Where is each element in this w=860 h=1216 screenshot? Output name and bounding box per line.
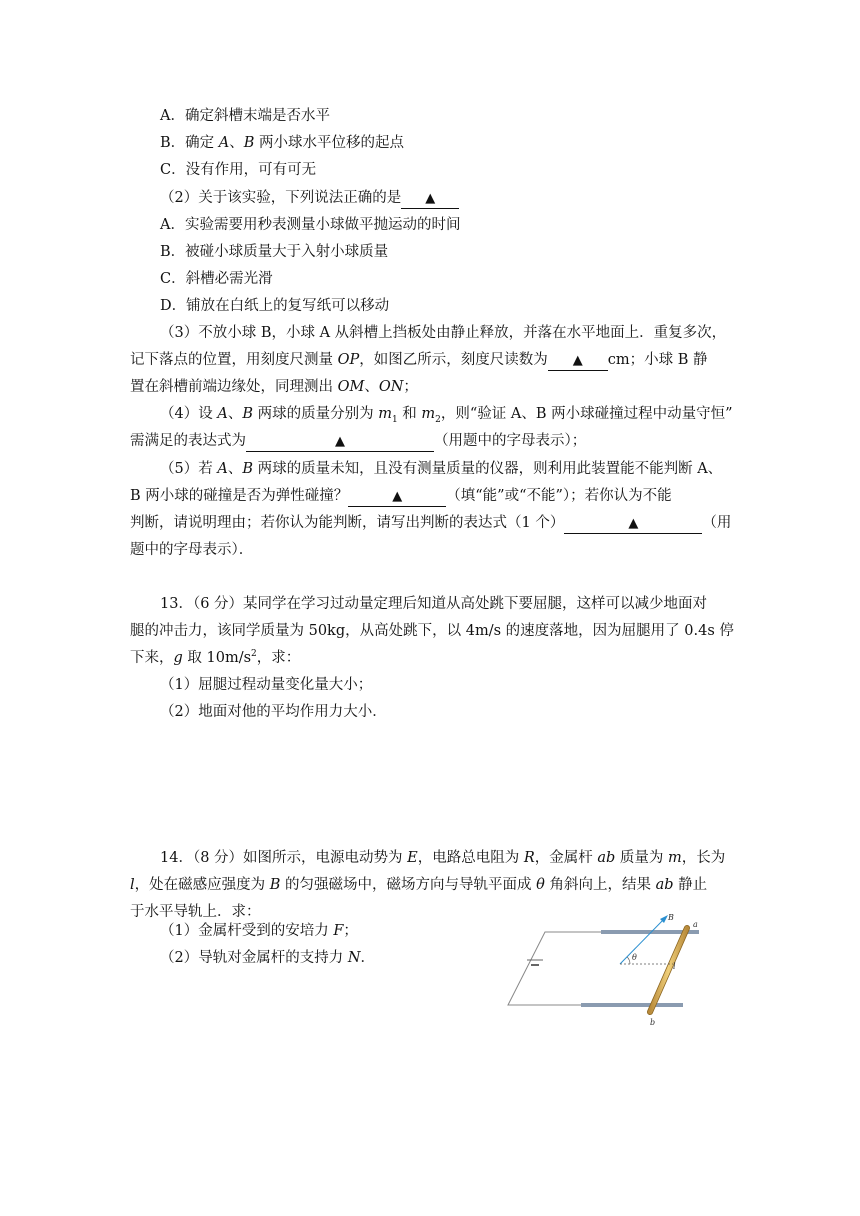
label-theta: θ	[632, 953, 637, 962]
q12-part3-line3: 置在斜槽前端边缘处，同理测出 OM、ON；	[130, 379, 418, 395]
field-arrow-line	[620, 917, 666, 964]
answer-blank: ▲	[246, 432, 434, 452]
q12-part5-line4: 题中的字母表示）．	[130, 542, 254, 558]
q14-stem-line3: 于水平导轨上．求：	[130, 904, 261, 920]
label-a: a	[693, 920, 698, 929]
circuit-rail-diagram	[505, 908, 715, 1030]
q13-sub1: （1）屈腿过程动量变化量大小；	[160, 677, 373, 693]
answer-blank: ▲	[564, 514, 702, 534]
q14-stem-line1: 14．（8 分）如图所示，电源电动势为 E，电路总电阻为 R，金属杆 ab 质量为 m，长为	[160, 850, 726, 866]
q13-stem-line3: 下来，g 取 $10m/s^2$，求：	[130, 649, 301, 666]
q13-stem-line1: 13．（6 分）某同学在学习过动量定理后知道从高处跳下要屈腿，这样可以减少地面对	[160, 596, 708, 612]
circuit-wire	[508, 932, 601, 1005]
q12-part2-option-a: A．实验需要用秒表测量小球做平抛运动的时间	[160, 217, 461, 233]
q12-part5-line1: （5）若 A、B 两球的质量未知，且没有测量质量的仪器，则利用此装置能不能判断 A、	[160, 461, 723, 477]
q14-stem-line2: l，处在磁感应强度为 B 的匀强磁场中，磁场方向与导轨平面成 θ 角斜向上，结果 ab 静止	[130, 877, 708, 893]
q12-option-a: A．确定斜槽末端是否水平	[160, 108, 330, 124]
q12-option-b: B．确定 A、B 两小球水平位移的起点	[160, 135, 405, 151]
answer-blank: ▲	[401, 189, 459, 209]
angle-arc	[627, 957, 630, 964]
q12-part2-option-d: D．铺放在白纸上的复写纸可以移动	[160, 298, 390, 314]
q12-part5-line3: 判断，请说明理由；若你认为能判断，请写出判断的表达式（1 个） ▲ （用	[130, 513, 731, 534]
q14-sub1: （1）金属杆受到的安培力 F；	[160, 923, 358, 939]
q12-option-c: C．没有作用，可有可无	[160, 162, 317, 178]
q14-sub2: （2）导轨对金属杆的支持力 N．	[160, 950, 376, 966]
q12-part5-line2: B 两小球的碰撞是否为弹性碰撞？ ▲ （填“能”或“不能”）；若你认为不能	[130, 486, 672, 507]
q12-part3-line2: 记下落点的位置，用刻度尺测量 OP，如图乙所示，刻度尺读数为 ▲ cm；小球 B 静	[130, 350, 708, 371]
q12-part2-stem: （2）关于该实验，下列说法正确的是 ▲	[160, 188, 459, 209]
metal-rod	[650, 928, 687, 1012]
label-b: b	[650, 1018, 656, 1027]
q12-part3-line1: （3）不放小球 B，小球 A 从斜槽上挡板处由静止释放，并落在水平地面上．重复多次，	[160, 325, 727, 341]
q13-sub2: （2）地面对他的平均作用力大小．	[160, 704, 387, 720]
q13-stem-line2: 腿的冲击力，该同学质量为 50kg，从高处跳下，以 4m/s 的速度落地，因为屈腿用了 0.4s 停	[130, 623, 734, 639]
answer-blank: ▲	[548, 351, 608, 371]
q12-part2-option-c: C．斜槽必需光滑	[160, 271, 273, 287]
answer-blank: ▲	[348, 487, 446, 507]
q12-part2-option-b: B．被碰小球质量大于入射小球质量	[160, 244, 389, 260]
rail-bottom	[581, 1003, 683, 1007]
q12-part4-line1: （4）设 A、B 两球的质量分别为 $m_1$ 和 $m_2$，则“验证 A、B 两小球碰撞过程中动量守恒”	[160, 406, 733, 425]
q12-part4-line2: 需满足的表达式为 ▲ （用题中的字母表示）；	[130, 431, 586, 452]
label-l: l	[673, 962, 676, 971]
label-B: B	[668, 913, 674, 922]
